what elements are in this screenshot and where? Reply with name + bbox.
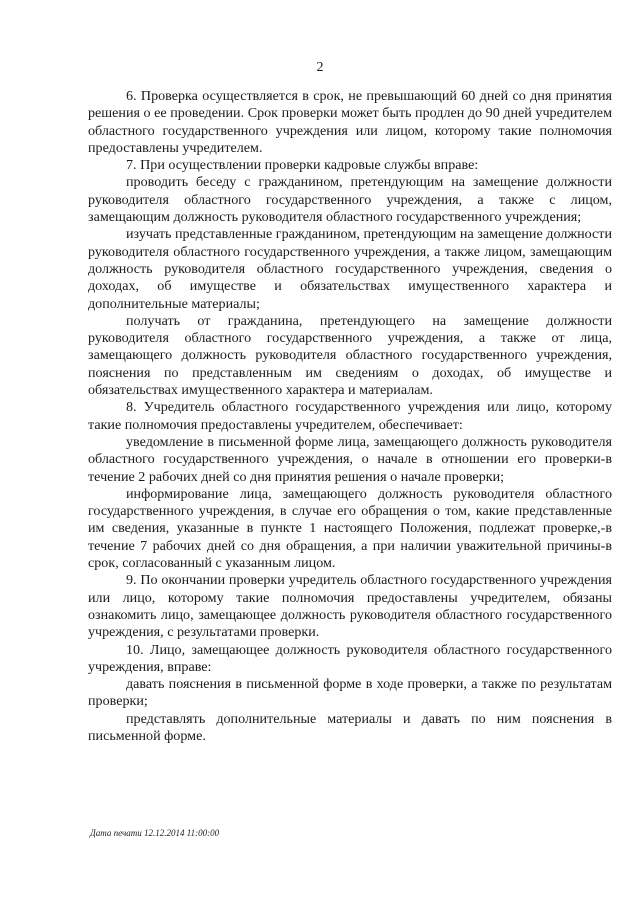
paragraph: уведомление в письменной форме лица, замещающего должность руководителя областного государственного учреждения, о начале в отношении его проверки-в течение 2 рабочих дней со дня принятия решения о начале проверки; [88,433,612,485]
paragraph: давать пояснения в письменной форме в ходе проверки, а также по результатам проверки; [88,676,612,710]
paragraph: изучать представленные гражданином, претендующим на замещение должности руководителя областного государственного учреждения, а также лицом, замещающим должность руководителя областного государственного учреждения, сведения о доходах, об имуществе и обязательствах имущественного характера и дополнительные материалы; [88,226,612,312]
paragraph: 9. По окончании проверки учредитель областного государственного учреждения или лицо, которому такие полномочия предоставлены учредителем, обязаны ознакомить лицо, замещающее должность руководителя областного государственного учреждения, с результатами проверки. [88,572,612,641]
paragraph: получать от гражданина, претендующего на замещение должности руководителя областного государственного учреждения, а также от лица, замещающего должность руководителя областного государственного учреждения, пояснения по представленным им сведениям о доходах, об имуществе и обязательствах имущественного характера и материалам. [88,312,612,399]
paragraph: информирование лица, замещающего должность руководителя областного государственного учреждения, в случае его обращения о том, какие представленные им сведения, указанные в пункте 1 настоящего Положения, подлежат проверке,-в течение 7 рабочих дней со дня обращения, а при наличии уважительной причины-в срок, согласованный с указанным лицом. [88,485,612,572]
print-date-footer: Дата печати 12.12.2014 11:00:00 [90,828,220,838]
paragraph: представлять дополнительные материалы и давать по ним пояснения в письменной форме. [88,710,612,744]
paragraph: проводить беседу с гражданином, претендующим на замещение должности руководителя областного государственного учреждения, а также с лицом, замещающим должность руководителя областного государственного учреждения; [88,174,612,226]
paragraph: 7. При осуществлении проверки кадровые службы вправе: [126,157,479,174]
paragraph: 6. Проверка осуществляется в срок, не превышающий 60 дней со дня принятия решения о ее проведении. Срок проверки может быть продлен до 90 дней учредителем областного государственного учреждения или лицом, которому такие полномочия предоставлены учредителем. [88,88,612,156]
paragraph: 10. Лицо, замещающее должность руководителя областного государственного учреждения, вправе: [88,641,612,675]
paragraph: 8. Учредитель областного государственного учреждения или лицо, которому такие полномочия предоставлены учредителем, обеспечивает: [88,399,612,433]
page-number: 2 [316,60,324,75]
document-body [88,88,612,745]
